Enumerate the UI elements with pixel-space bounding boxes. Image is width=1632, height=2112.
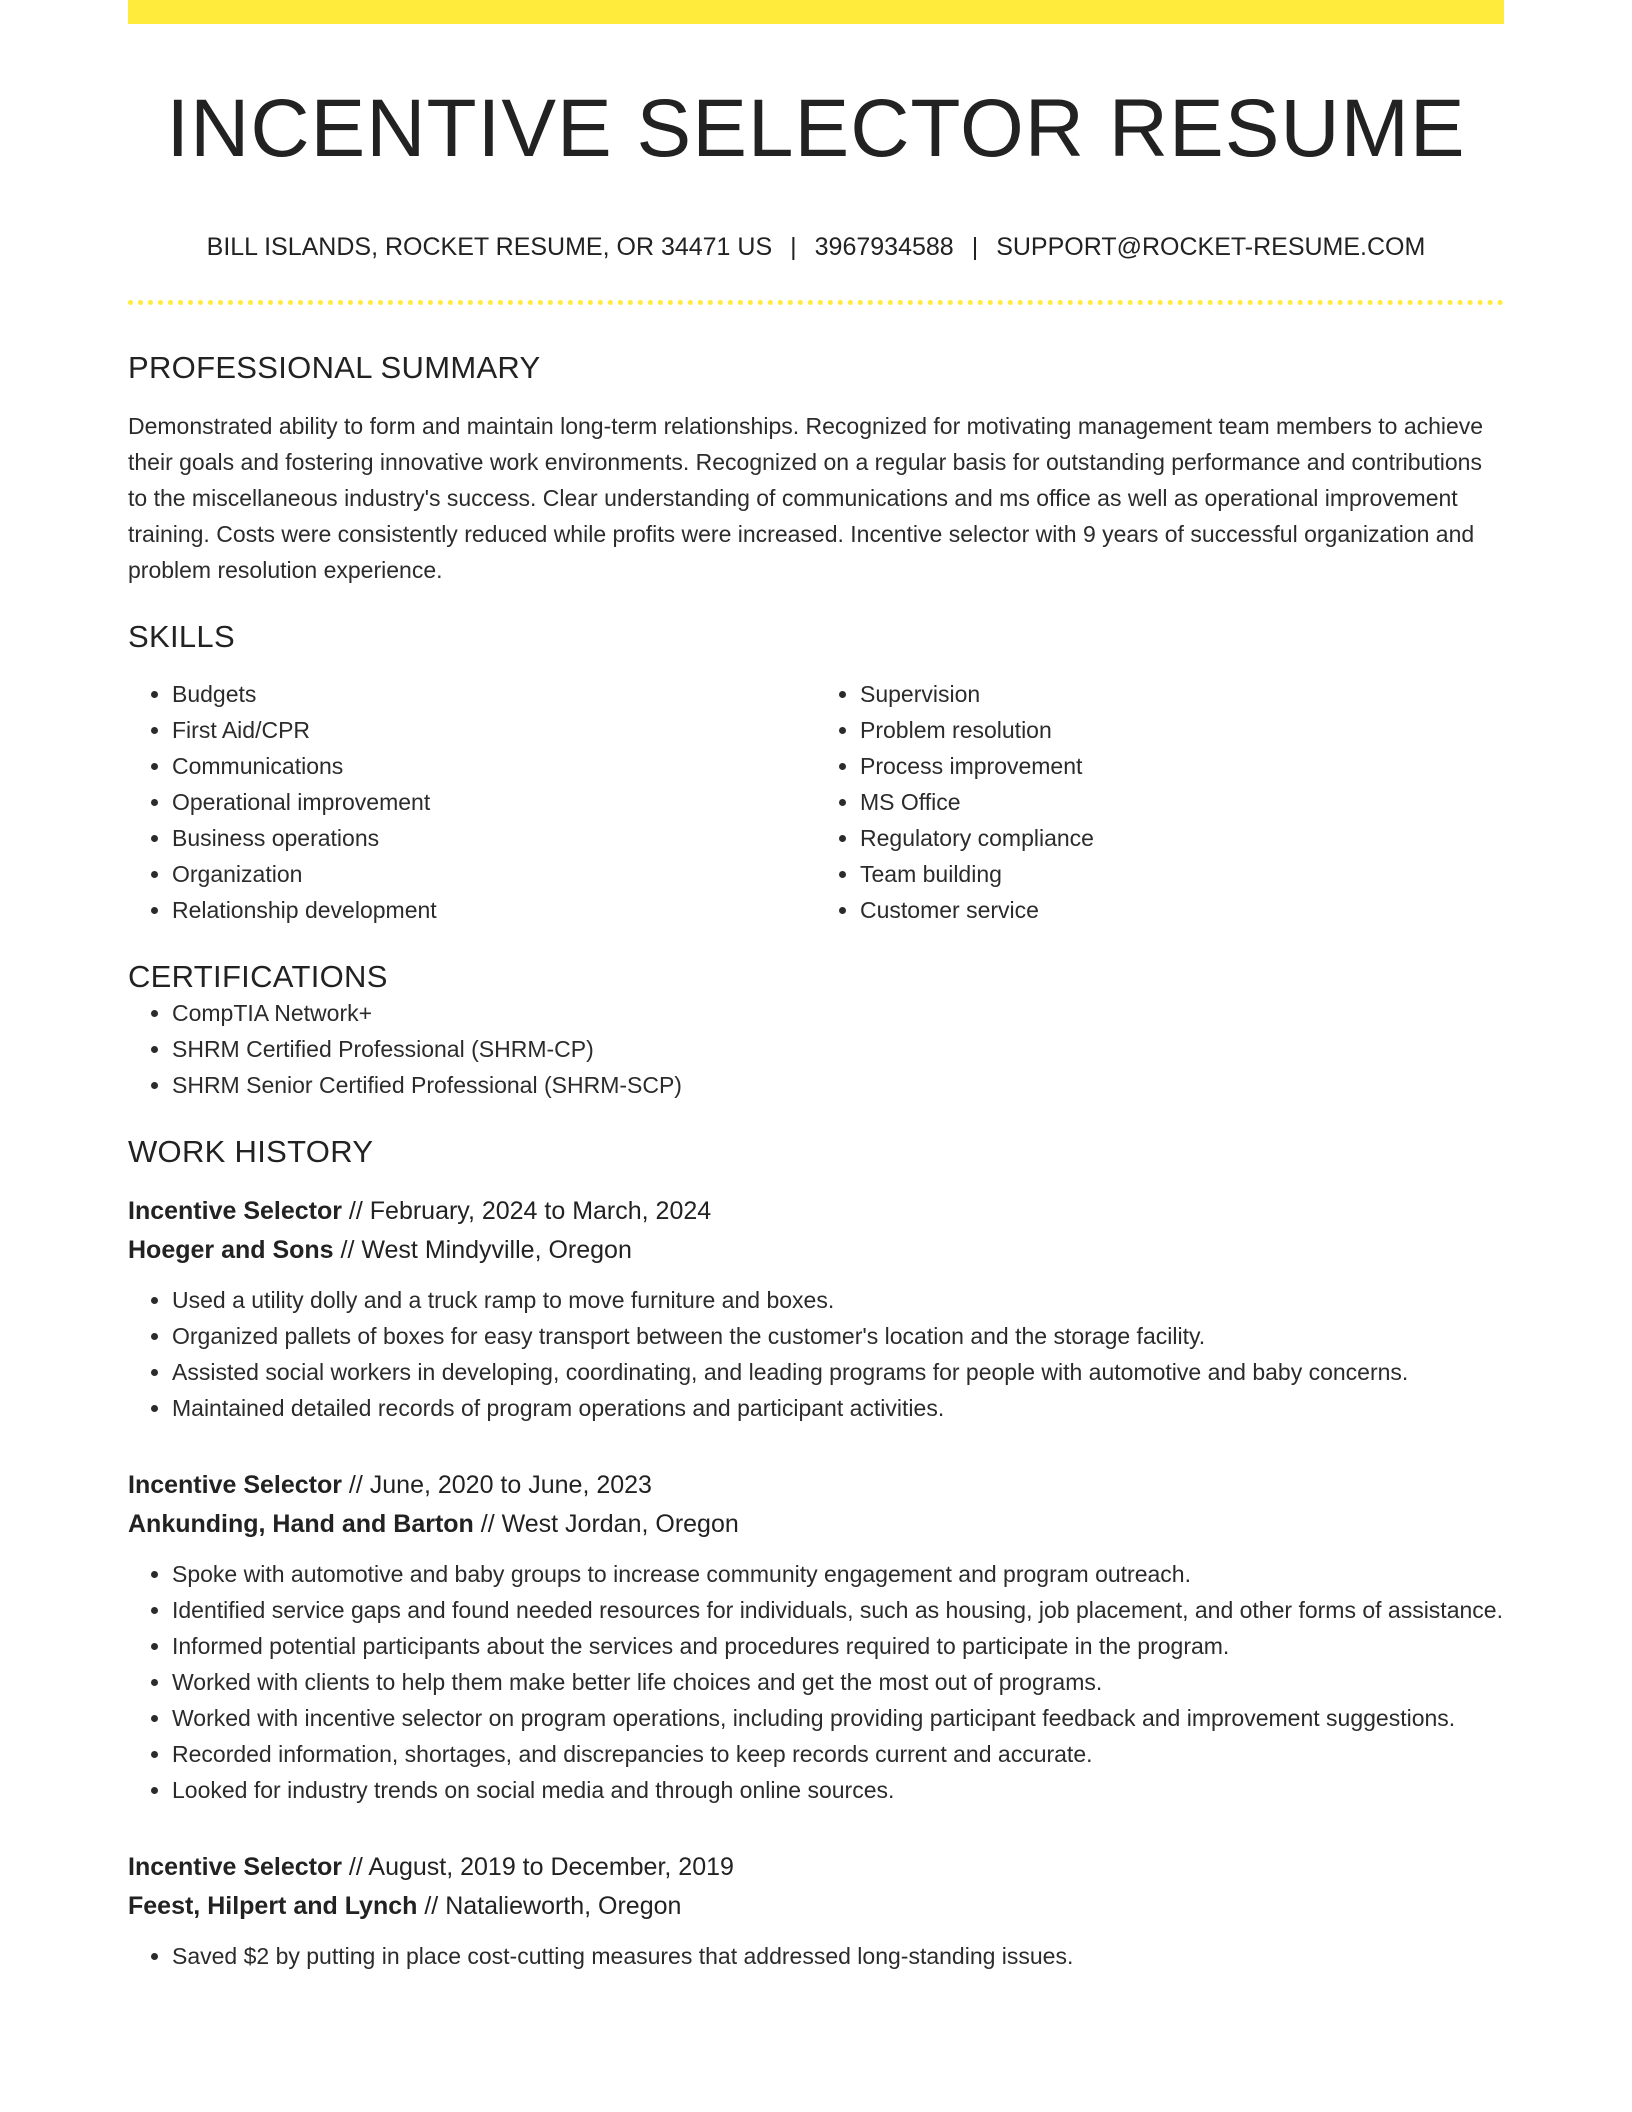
job-location: // West Jordan, Oregon	[473, 1509, 739, 1538]
skills-heading: SKILLS	[128, 619, 235, 655]
skill-item: • Business operations	[172, 820, 816, 856]
job-location: // West Mindyville, Oregon	[333, 1235, 632, 1264]
contact-separator: |	[790, 233, 797, 262]
job-bullets	[128, 1282, 1504, 1426]
skills-left-list	[128, 676, 816, 928]
job-company: Ankunding, Hand and Barton	[128, 1509, 474, 1538]
contact-phone: 3967934588	[814, 233, 954, 262]
job-bullets	[128, 1938, 1504, 1974]
certifications-heading: CERTIFICATIONS	[128, 958, 388, 994]
job-bullets	[128, 1556, 1504, 1808]
job-bullet: • Identified service gaps and found needed resources for individuals, such as housing, job placement, and other forms of assistance.	[172, 1592, 1504, 1628]
contact-separator: |	[971, 233, 979, 262]
job-entry	[128, 1192, 1504, 1426]
job-bullet: • Looked for industry trends on social media and through online sources.	[172, 1772, 1504, 1808]
job-bullet: • Recorded information, shortages, and discrepancies to keep records current and accurate.	[172, 1736, 1504, 1772]
certification-item: • SHRM Senior Certified Professional (SHRM-SCP)	[172, 1067, 1504, 1103]
job-company-line	[128, 1231, 1504, 1270]
resume-title: INCENTIVE SELECTOR RESUME	[166, 83, 1466, 174]
work-history-heading: WORK HISTORY	[128, 1133, 374, 1169]
job-bullet: • Spoke with automotive and baby groups to increase community engagement and program outreach.	[172, 1556, 1504, 1592]
skill-item: • Problem resolution	[860, 712, 1504, 748]
contact-email: SUPPORT@ROCKET-RESUME.COM	[996, 233, 1426, 262]
job-role: Incentive Selector	[128, 1470, 342, 1499]
job-title-line	[128, 1848, 1504, 1887]
job-role: Incentive Selector	[128, 1852, 342, 1881]
summary-heading: PROFESSIONAL SUMMARY	[128, 350, 541, 386]
skill-item: • Operational improvement	[172, 784, 816, 820]
job-title-line	[128, 1466, 1504, 1505]
job-entry	[128, 1848, 1504, 1974]
job-company-line	[128, 1505, 1504, 1544]
resume-content	[128, 24, 1504, 1974]
job-bullet: • Worked with clients to help them make better life choices and get the most out of programs.	[172, 1664, 1504, 1700]
job-dates: // February, 2024 to March, 2024	[341, 1196, 712, 1225]
dotted-divider	[128, 300, 1504, 305]
skill-item: • Budgets	[172, 676, 816, 712]
skills-right-list	[816, 676, 1504, 928]
job-bullet: • Maintained detailed records of program operations and participant activities.	[172, 1390, 1504, 1426]
certification-item: • SHRM Certified Professional (SHRM-CP)	[172, 1031, 1504, 1067]
skill-item: • Regulatory compliance	[860, 820, 1504, 856]
job-dates: // June, 2020 to June, 2023	[341, 1470, 652, 1499]
job-location: // Natalieworth, Oregon	[417, 1891, 682, 1920]
contact-line	[128, 232, 1504, 262]
skill-item: • Organization	[172, 856, 816, 892]
job-role: Incentive Selector	[128, 1196, 342, 1225]
skill-item: • Customer service	[860, 892, 1504, 928]
job-company-line	[128, 1887, 1504, 1926]
job-bullet: • Informed potential participants about the services and procedures required to participate in the program.	[172, 1628, 1504, 1664]
job-company: Hoeger and Sons	[128, 1235, 334, 1264]
job-title-line	[128, 1192, 1504, 1231]
job-dates: // August, 2019 to December, 2019	[341, 1852, 734, 1881]
job-bullet: • Assisted social workers in developing, coordinating, and leading programs for people with automotive and baby concerns.	[172, 1354, 1504, 1390]
skills-grid	[128, 676, 1504, 928]
job-bullet: • Organized pallets of boxes for easy transport between the customer's location and the storage facility.	[172, 1318, 1504, 1354]
skill-item: • Team building	[860, 856, 1504, 892]
job-company: Feest, Hilpert and Lynch	[128, 1891, 418, 1920]
job-bullet: • Saved $2 by putting in place cost-cutting measures that addressed long-standing issues.	[172, 1938, 1504, 1974]
skill-item: • MS Office	[860, 784, 1504, 820]
certification-item: • CompTIA Network+	[172, 995, 1504, 1031]
job-bullet: • Worked with incentive selector on program operations, including providing participant feedback and improvement suggestions.	[172, 1700, 1504, 1736]
job-bullet: • Used a utility dolly and a truck ramp to move furniture and boxes.	[172, 1282, 1504, 1318]
skill-item: • Communications	[172, 748, 816, 784]
contact-address: BILL ISLANDS, ROCKET RESUME, OR 34471 US	[206, 233, 773, 262]
skill-item: • Relationship development	[172, 892, 816, 928]
skill-item: • Supervision	[860, 676, 1504, 712]
accent-top-bar	[128, 0, 1504, 24]
job-entry	[128, 1466, 1504, 1808]
skill-item: • Process improvement	[860, 748, 1504, 784]
certifications-list	[128, 995, 1504, 1103]
skill-item: • First Aid/CPR	[172, 712, 816, 748]
summary-text: Demonstrated ability to form and maintain long-term relationships. Recognized for motivating management team members to achieve their goals and fostering innovative work environments. Recognized on a regular basis for outstanding performance and contributions to the miscellaneous industry's success. Clear understanding of communications and ms office as well as operational improvement training. Costs were consistently reduced while profits were increased. Incentive selector with 9 years of successful organization and problem resolution experience.	[128, 413, 1484, 584]
